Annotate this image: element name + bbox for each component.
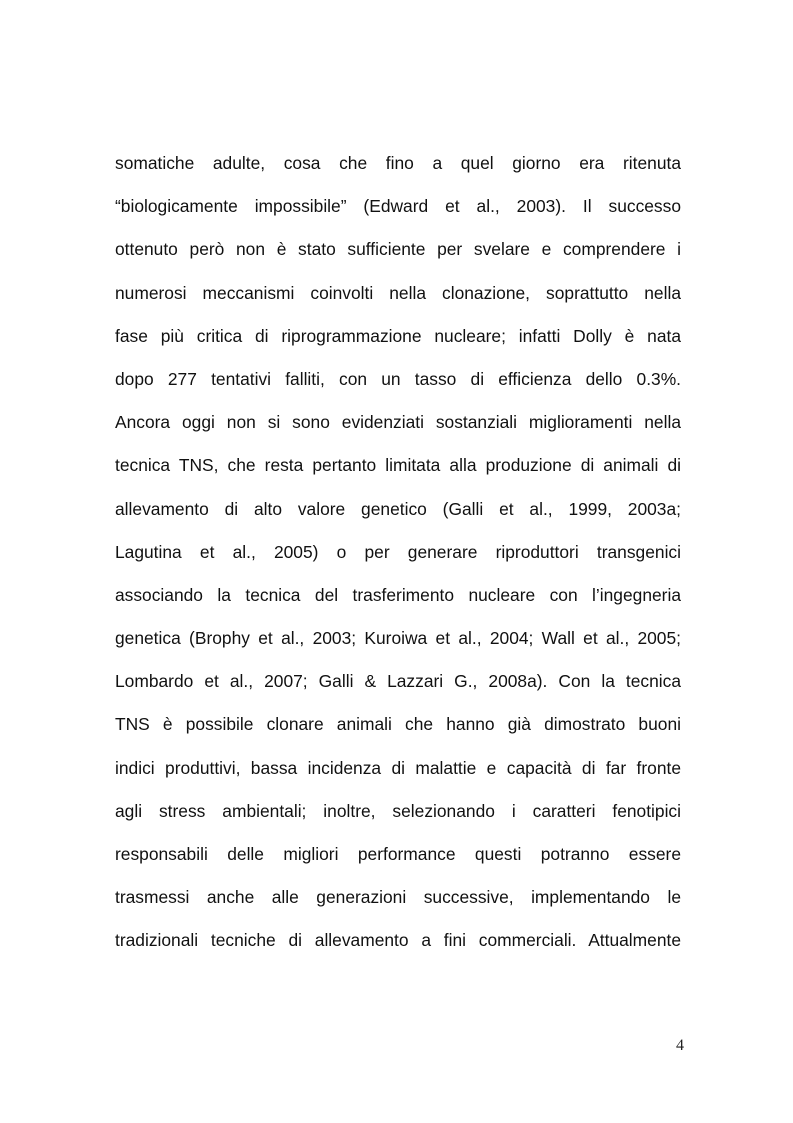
text-line: responsabili delle migliori performance questi potranno essere [115,844,681,864]
text-line: numerosi meccanismi coinvolti nella clonazione, soprattutto nella [115,282,681,303]
text-line: somatiche adulte, cosa che fino a quel giorno era ritenuta [115,153,681,173]
text-line: Lagutina et al., 2005) o per generare riproduttori transgenici [115,541,681,562]
text-line: TNS è possibile clonare animali che hanno già dimostrato buoni [115,714,681,735]
text-line: genetica (Brophy et al., 2003; Kuroiwa et al., 2004; Wall et al., 2005; [115,628,681,649]
page-number: 4 [676,1037,684,1054]
text-line: ottenuto però non è stato sufficiente per svelare e comprendere i [115,239,681,260]
text-line: dopo 277 tentativi falliti, con un tasso di efficienza dello 0.3%. [115,368,681,389]
text-line: agli stress ambientali; inoltre, selezionando i caratteri fenotipici [115,800,681,821]
text-line: allevamento di alto valore genetico (Galli et al., 1999, 2003a; [115,498,681,519]
text-line: tradizionali tecniche di allevamento a fini commerciali. Attualmente [115,930,681,951]
text-line: trasmessi anche alle generazioni successive, implementando le [115,887,681,908]
text-line: Ancora oggi non si sono evidenziati sostanziali miglioramenti nella [115,412,681,433]
text-line: Lombardo et al., 2007; Galli & Lazzari G., 2008a). Con la tecnica [115,671,681,692]
text-line: “biologicamente impossibile” (Edward et al., 2003). Il successo [115,196,681,217]
text-line: tecnica TNS, che resta pertanto limitata alla produzione di animali di [115,455,681,476]
text-line: indici produttivi, bassa incidenza di malattie e capacità di far fronte [115,757,681,778]
text-line: fase più critica di riprogrammazione nucleare; infatti Dolly è nata [115,325,681,346]
body-paragraph [115,146,681,967]
text-line: associando la tecnica del trasferimento nucleare con l’ingegneria [115,584,681,605]
